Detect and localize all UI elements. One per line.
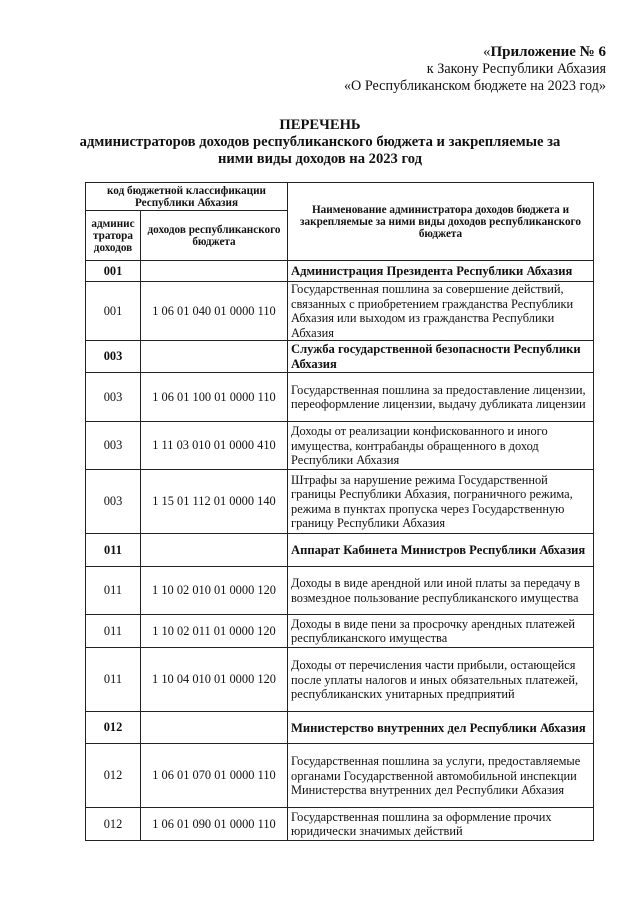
revenue-name-cell: Государственная пошлина за предоставление лицензии, переоформление лицензии, выдачу дубликата лицензии [288,373,594,422]
income-code-cell [141,341,288,373]
admin-code-cell: 003 [86,373,141,422]
income-code-cell [141,534,288,567]
administrator-heading-row [86,261,594,282]
revenue-name-cell: Государственная пошлина за оформление прочих юридически значимых действий [288,808,594,841]
income-code-cell [141,261,288,282]
income-code-cell: 1 06 01 090 01 0000 110 [141,808,288,841]
admin-code-cell: 001 [86,282,141,341]
revenue-row [86,470,594,534]
revenue-row [86,373,594,422]
header-classification-code: код бюджетной классификации Республики Абхазия [86,183,288,211]
administrator-heading-row [86,534,594,567]
header-income-code: доходов республиканского бюджета [141,211,288,261]
header-administrator-name: Наименование администратора доходов бюджета и закрепляемые за ними виды доходов республиканского бюджета [288,183,594,261]
admin-code-cell: 011 [86,534,141,567]
revenue-row [86,567,594,615]
document-title [0,117,640,168]
table-header-row [86,183,594,211]
revenue-name-cell: Доходы от реализации конфискованного и иного имущества, контрабанды обращенного в доход Республики Абхазия [288,422,594,470]
appendix-law-ref: к Закону Республики Абхазия [426,61,606,77]
revenue-name-cell: Аппарат Кабинета Министров Республики Абхазия [288,534,594,567]
revenue-name-cell: Штрафы за нарушение режима Государственной границы Республики Абхазия, пограничного режима, режима в пунктах пропуска через Государственную границу Республики Абхазия [288,470,594,534]
revenue-name-cell: Государственная пошлина за услуги, предоставляемые органами Государственной автомобильной инспекции Министерства внутренних дел Республики Абхазия [288,744,594,808]
revenue-name-cell: Министерство внутренних дел Республики Абхазия [288,712,594,744]
revenue-administrators-table [85,182,594,841]
title-line-3: ними виды доходов на 2023 год [217,151,423,167]
revenue-name-cell: Доходы в виде арендной или иной платы за передачу в возмездное пользование республиканского имущества [288,567,594,615]
header-admin-code: админис тратора доходов [86,211,141,261]
income-code-cell: 1 06 01 070 01 0000 110 [141,744,288,808]
revenue-name-cell: Государственная пошлина за совершение действий, связанных с приобретением гражданства Республики Абхазия или выходом из гражданства Республики Абхазия [288,282,594,341]
revenue-row [86,808,594,841]
income-code-cell: 1 11 03 010 01 0000 410 [141,422,288,470]
income-code-cell [141,712,288,744]
appendix-law-title: «О Республиканском бюджете на 2023 год» [343,78,606,94]
revenue-row [86,615,594,648]
revenue-row [86,744,594,808]
admin-code-cell: 001 [86,261,141,282]
revenue-row [86,282,594,341]
revenue-row [86,648,594,712]
revenue-name-cell: Служба государственной безопасности Республики Абхазия [288,341,594,373]
income-code-cell: 1 10 02 011 01 0000 120 [141,615,288,648]
revenue-name-cell: Доходы от перечисления части прибыли, остающейся после уплаты налогов и иных обязательных платежей, республиканских унитарных предприятий [288,648,594,712]
title-line-2: администраторов доходов республиканского бюджета и закрепляемые за [79,134,561,150]
admin-code-cell: 012 [86,712,141,744]
admin-code-cell: 012 [86,808,141,841]
income-code-cell: 1 10 04 010 01 0000 120 [141,648,288,712]
admin-code-cell: 003 [86,422,141,470]
income-code-cell: 1 15 01 112 01 0000 140 [141,470,288,534]
appendix-open-quote: « [482,44,491,60]
admin-code-cell: 003 [86,470,141,534]
admin-code-cell: 011 [86,648,141,712]
admin-code-cell: 011 [86,567,141,615]
revenue-row [86,422,594,470]
appendix-number [344,44,606,61]
admin-code-cell: 012 [86,744,141,808]
income-code-cell: 1 10 02 010 01 0000 120 [141,567,288,615]
appendix-heading [344,44,606,95]
administrator-heading-row [86,712,594,744]
revenue-name-cell: Доходы в виде пени за просрочку арендных платежей республиканского имущества [288,615,594,648]
administrator-heading-row [86,341,594,373]
admin-code-cell: 003 [86,341,141,373]
income-code-cell: 1 06 01 100 01 0000 110 [141,373,288,422]
admin-code-cell: 011 [86,615,141,648]
title-line-1: ПЕРЕЧЕНЬ [279,117,361,133]
revenue-name-cell: Администрация Президента Республики Абхазия [288,261,594,282]
appendix-number-text: Приложение № 6 [490,44,606,60]
income-code-cell: 1 06 01 040 01 0000 110 [141,282,288,341]
